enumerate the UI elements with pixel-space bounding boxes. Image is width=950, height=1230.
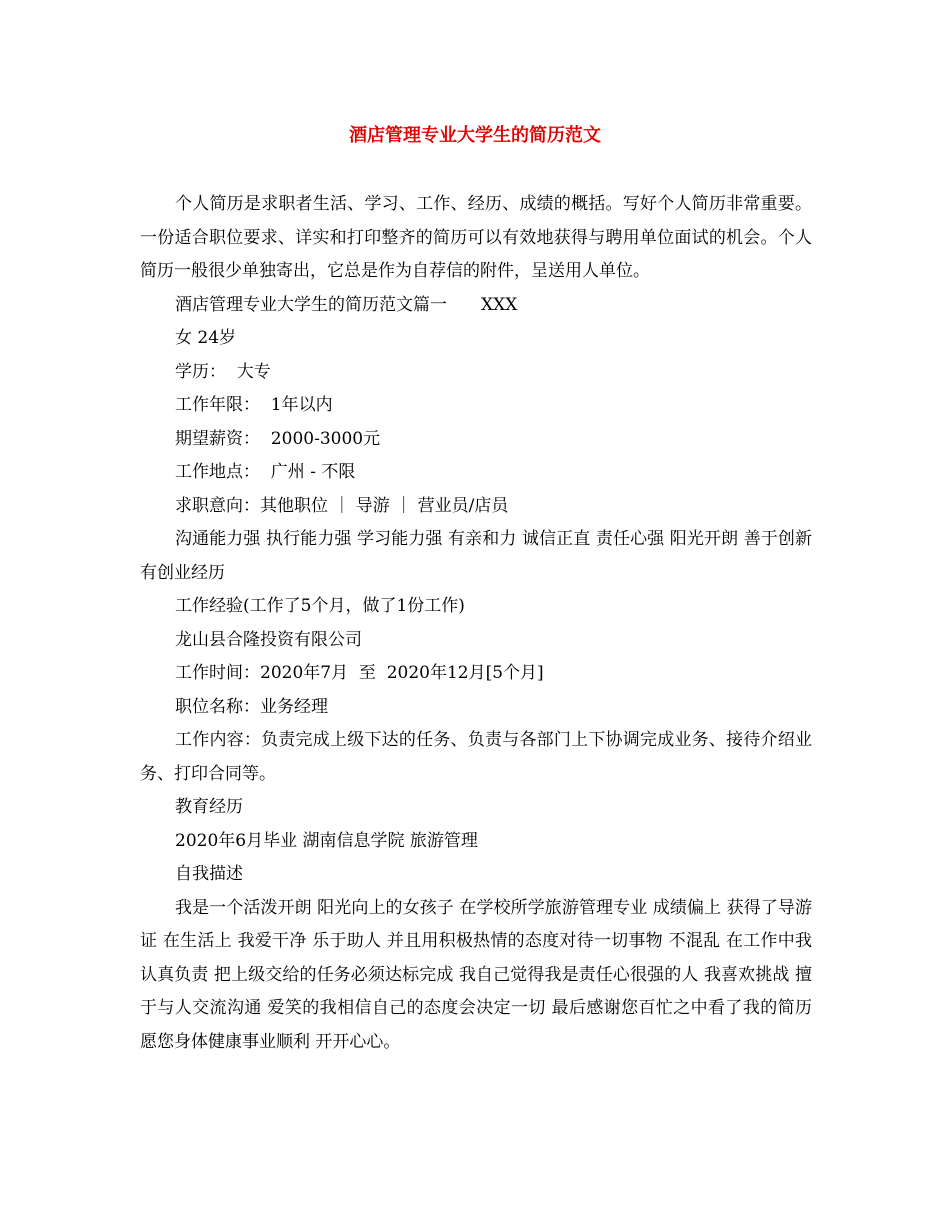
job-content: 工作内容：负责完成上级下达的任务、负责与各部门上下协调完成业务、接待介绍业务、打印合同等。 xyxy=(140,730,812,784)
company-name: 龙山县合隆投资有限公司 xyxy=(175,629,362,650)
sample-heading: 酒店管理专业大学生的简历范文篇一 xyxy=(175,294,447,315)
education-detail: 2020年6月毕业 湖南信息学院 旅游管理 xyxy=(175,830,478,851)
job-title: 职位名称：业务经理 xyxy=(175,696,328,717)
document-body xyxy=(140,188,812,1059)
gender-age: 女 24岁 xyxy=(175,328,237,348)
intro-paragraph: 个人简历是求职者生活、学习、工作、经历、成绩的概括。写好个人简历非常重要。一份适合职位要求、详实和打印整齐的简历可以有效地获得与聘用单位面试的机会。个人简历一般很少单独寄出，它总是作为自荐信的附件，呈送用人单位。 xyxy=(140,194,812,281)
job-intent: 求职意向：其他职位 ｜ 导游 ｜ 营业员/店员 xyxy=(175,495,509,516)
self-description: 我是一个活泼开朗 阳光向上的女孩子 在学校所学旅游管理专业 成绩偏上 获得了导游证 在生活上 我爱干净 乐于助人 并且用积极热情的态度对待一切事物 不混乱 在工作中我认真负责 把上级交给的任务必须达标完成 我自己觉得我是责任心很强的人 我喜欢挑战 擅于与人交流沟通 爱笑的我相信自己的态度会决定一切 最后感谢您百忙之中看了我的简历 愿您身体健康事业顺利 开开心心。 xyxy=(140,897,812,1052)
work-location: 工作地点： 广州 - 不限 xyxy=(175,462,356,482)
skills-paragraph: 沟通能力强 执行能力强 学习能力强 有亲和力 诚信正直 责任心强 阳光开朗 善于创新 有创业经历 xyxy=(140,529,812,583)
self-description-header: 自我描述 xyxy=(175,864,243,884)
document-title: 酒店管理专业大学生的简历范文 xyxy=(349,125,601,146)
experience-header: 工作经验(工作了5个月，做了1份工作) xyxy=(175,596,465,616)
sample-heading-line xyxy=(140,289,812,323)
sample-name: XXX xyxy=(481,294,518,315)
expected-salary: 期望薪资： 2000-3000元 xyxy=(175,428,381,449)
education-header: 教育经历 xyxy=(175,797,243,817)
work-time: 工作时间：2020年7月 至 2020年12月[5个月] xyxy=(175,663,544,683)
education-level: 学历： 大专 xyxy=(175,361,271,382)
work-years: 工作年限： 1年以内 xyxy=(175,395,333,415)
